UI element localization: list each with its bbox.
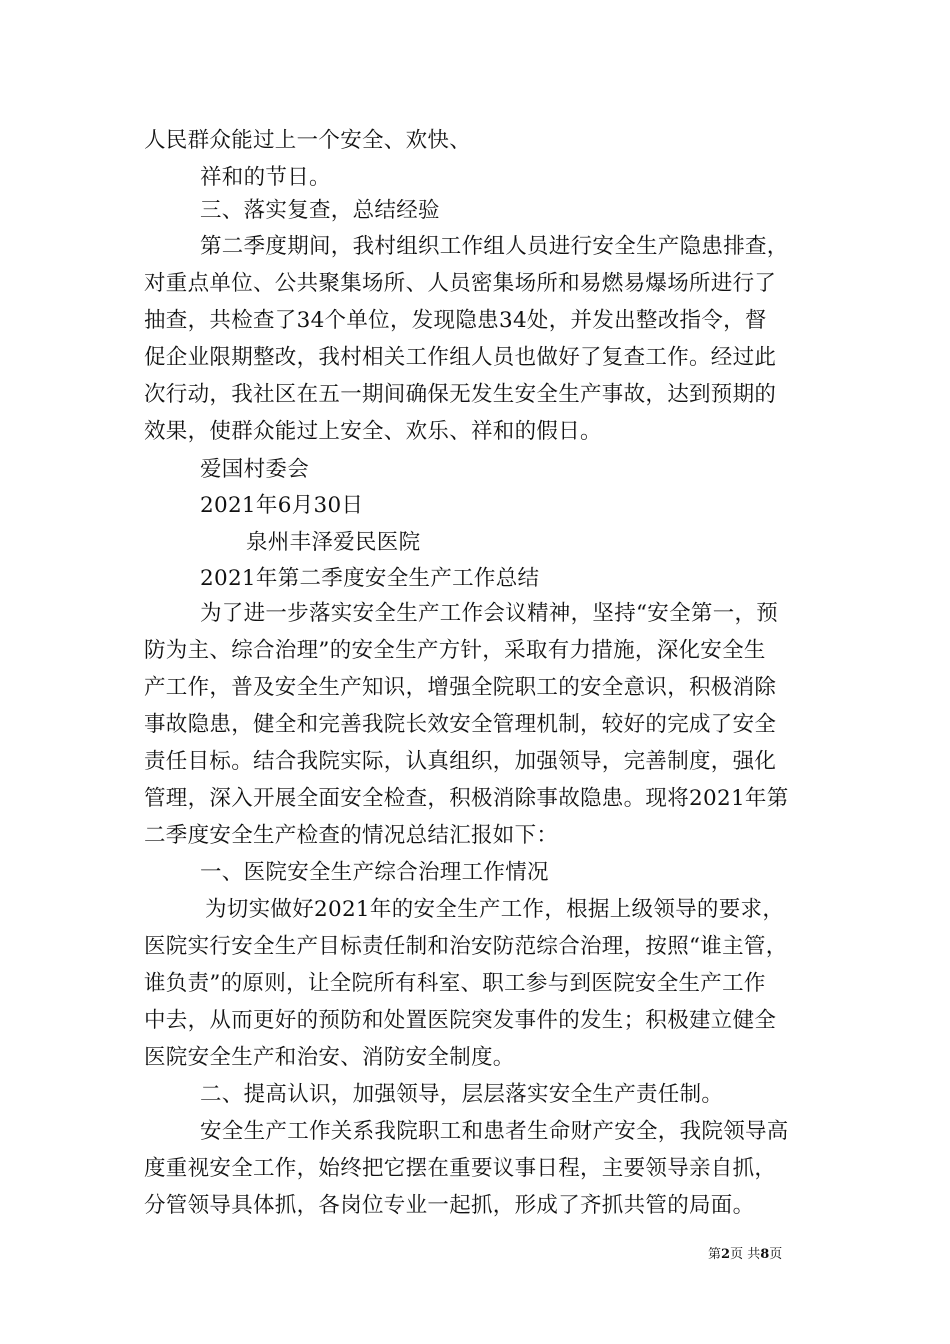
total-page-number: 8 [760,1247,770,1262]
signature-date: 2021年6月30日 [200,493,364,518]
text-line: 为切实做好2021年的安全生产工作，根据上级领导的要求， [205,897,785,922]
text-line: 产工作，普及安全生产知识，增强全院职工的安全意识，积极消除 [144,675,777,700]
text-line: 医院实行安全生产目标责任制和治安防范综合治理，按照“谁主管， [144,934,788,959]
section-heading: 三、落实复查，总结经验 [200,198,440,223]
text-line: 度重视安全工作，始终把它摆在重要议事日程，主要领导亲自抓， [144,1156,777,1181]
signature-org: 爱国村委会 [200,457,310,482]
text-line: 祥和的节日。 [200,165,331,190]
text-line: 分管领导具体抓，各岗位专业一起抓，形成了齐抓共管的局面。 [144,1193,755,1218]
section-heading: 二、提高认识，加强领导，层层落实安全生产责任制。 [200,1082,724,1107]
text-line: 医院安全生产和治安、消防安全制度。 [144,1045,515,1070]
text-line: 效果，使群众能过上安全、欢乐、祥和的假日。 [144,419,602,444]
text-line: 次行动，我社区在五一期间确保无发生安全生产事故，达到预期的 [144,382,777,407]
text-line: 谁负责”的原则，让全院所有科室、职工参与到医院安全生产工作 [144,971,766,996]
text-line: 抽查，共检查了34个单位，发现隐患34处，并发出整改指令，督 [144,308,767,333]
text-line: 为了进一步落实安全生产工作会议精神，坚持“安全第一，预 [200,601,779,626]
text-line: 对重点单位、公共聚集场所、人员密集场所和易燃易爆场所进行了 [144,271,777,296]
text-line: 安全生产工作关系我院职工和患者生命财产安全，我院领导高 [200,1119,789,1144]
section-heading: 一、医院安全生产综合治理工作情况 [200,860,549,885]
text-line: 管理，深入开展全面安全检查，积极消除事故隐患。现将2021年第 [144,786,789,811]
footer-prefix: 第 [708,1247,722,1262]
footer-suffix: 页 [769,1247,783,1262]
text-line: 人民群众能过上一个安全、欢快、 [144,128,472,153]
report-title: 2021年第二季度安全生产工作总结 [200,566,540,591]
text-line: 二季度安全生产检查的情况总结汇报如下： [144,823,559,848]
text-line: 促企业限期整改，我村相关工作组人员也做好了复查工作。经过此 [144,345,777,370]
text-line: 责任目标。结合我院实际，认真组织，加强领导，完善制度，强化 [144,749,777,774]
text-line: 防为主、综合治理”的安全生产方针，采取有力措施，深化安全生 [144,638,766,663]
text-line: 事故隐患，健全和完善我院长效安全管理机制，较好的完成了安全 [144,712,777,737]
text-line: 第二季度期间，我村组织工作组人员进行安全生产隐患排查， [200,234,789,259]
current-page-number: 2 [721,1247,731,1262]
page-footer [708,1247,782,1263]
org-title: 泉州丰泽爱民医院 [246,530,421,555]
footer-middle: 页 共 [730,1247,761,1262]
text-line: 中去，从而更好的预防和处置医院突发事件的发生；积极建立健全 [144,1008,777,1033]
